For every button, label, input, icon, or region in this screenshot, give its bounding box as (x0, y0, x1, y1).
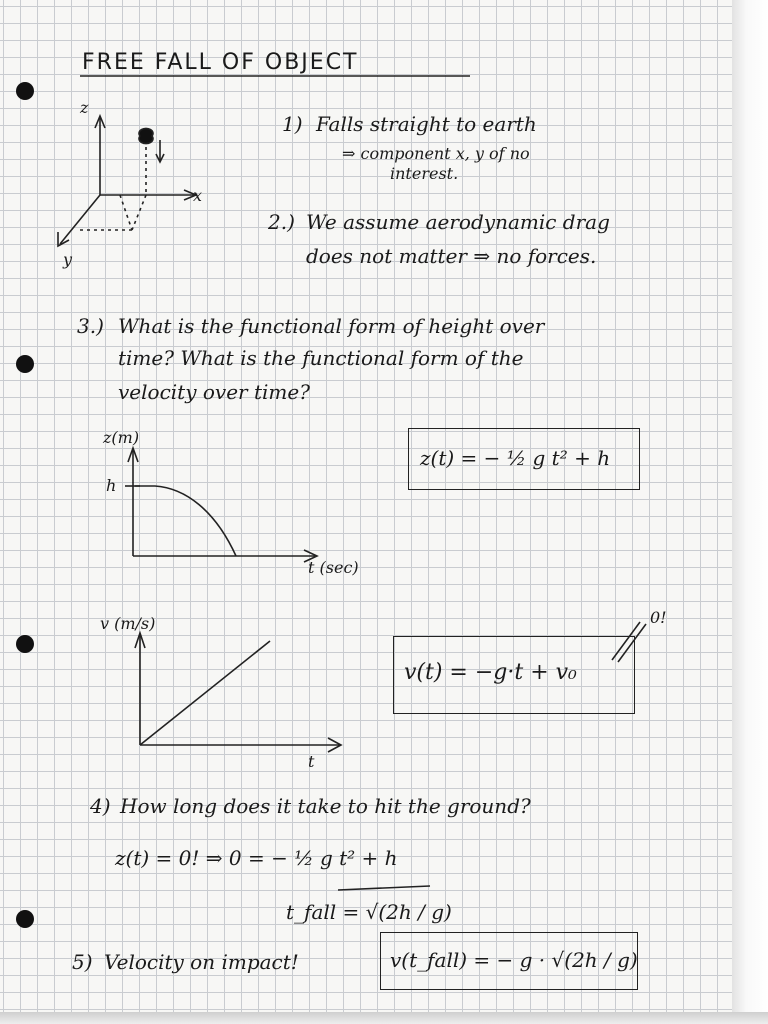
point3-line1: What is the functional form of height over (118, 314, 545, 338)
axis3d-y (60, 195, 100, 244)
graph-z-curve (135, 486, 236, 556)
graph-v-xlabel: t (308, 752, 315, 771)
formula-impact: v(t_fall) = − g · √(2h / g) (390, 948, 638, 972)
point2-line2: does not matter ⇒ no forces. (306, 244, 597, 268)
point2-line1: We assume aerodynamic drag (306, 210, 610, 234)
point4-equation1: z(t) = 0! ⇒ 0 = − ½ g t² + h (115, 846, 398, 870)
graph-v-line (140, 641, 270, 745)
graph-z-xlabel: t (sec) (308, 558, 359, 577)
point1-line1: Falls straight to earth (316, 112, 537, 136)
formula-v: v(t) = −g·t + v₀ (404, 660, 577, 685)
axis3d-x-label: x (193, 186, 203, 205)
point3-line2: time? What is the functional form of the (118, 346, 524, 370)
point4-number: 4) (90, 794, 111, 818)
point2-number: 2.) (268, 210, 295, 234)
point1-number: 1) (282, 112, 303, 136)
point5-number: 5) (72, 950, 93, 974)
point5-text: Velocity on impact! (104, 950, 299, 974)
formula-z: z(t) = − ½ g t² + h (420, 446, 611, 470)
axis3d-y-label: y (63, 250, 73, 269)
graph-z-h-label: h (106, 476, 117, 495)
point1-line2: ⇒ component x, y of no (342, 144, 530, 163)
point4-equation2: t_fall = √(2h / g) (286, 900, 452, 924)
axis3d-z-label: z (80, 98, 89, 117)
page-title: FREE FALL OF OBJECT (82, 50, 359, 75)
point3-number: 3.) (77, 314, 104, 338)
point3-line3: velocity over time? (118, 380, 310, 404)
point1-line3: interest. (390, 164, 459, 183)
zero-note: 0! (650, 608, 667, 627)
graph-z-ylabel: z(m) (103, 428, 140, 447)
point4-question: How long does it take to hit the ground? (120, 794, 531, 818)
graph-v-ylabel: v (m/s) (100, 614, 156, 633)
